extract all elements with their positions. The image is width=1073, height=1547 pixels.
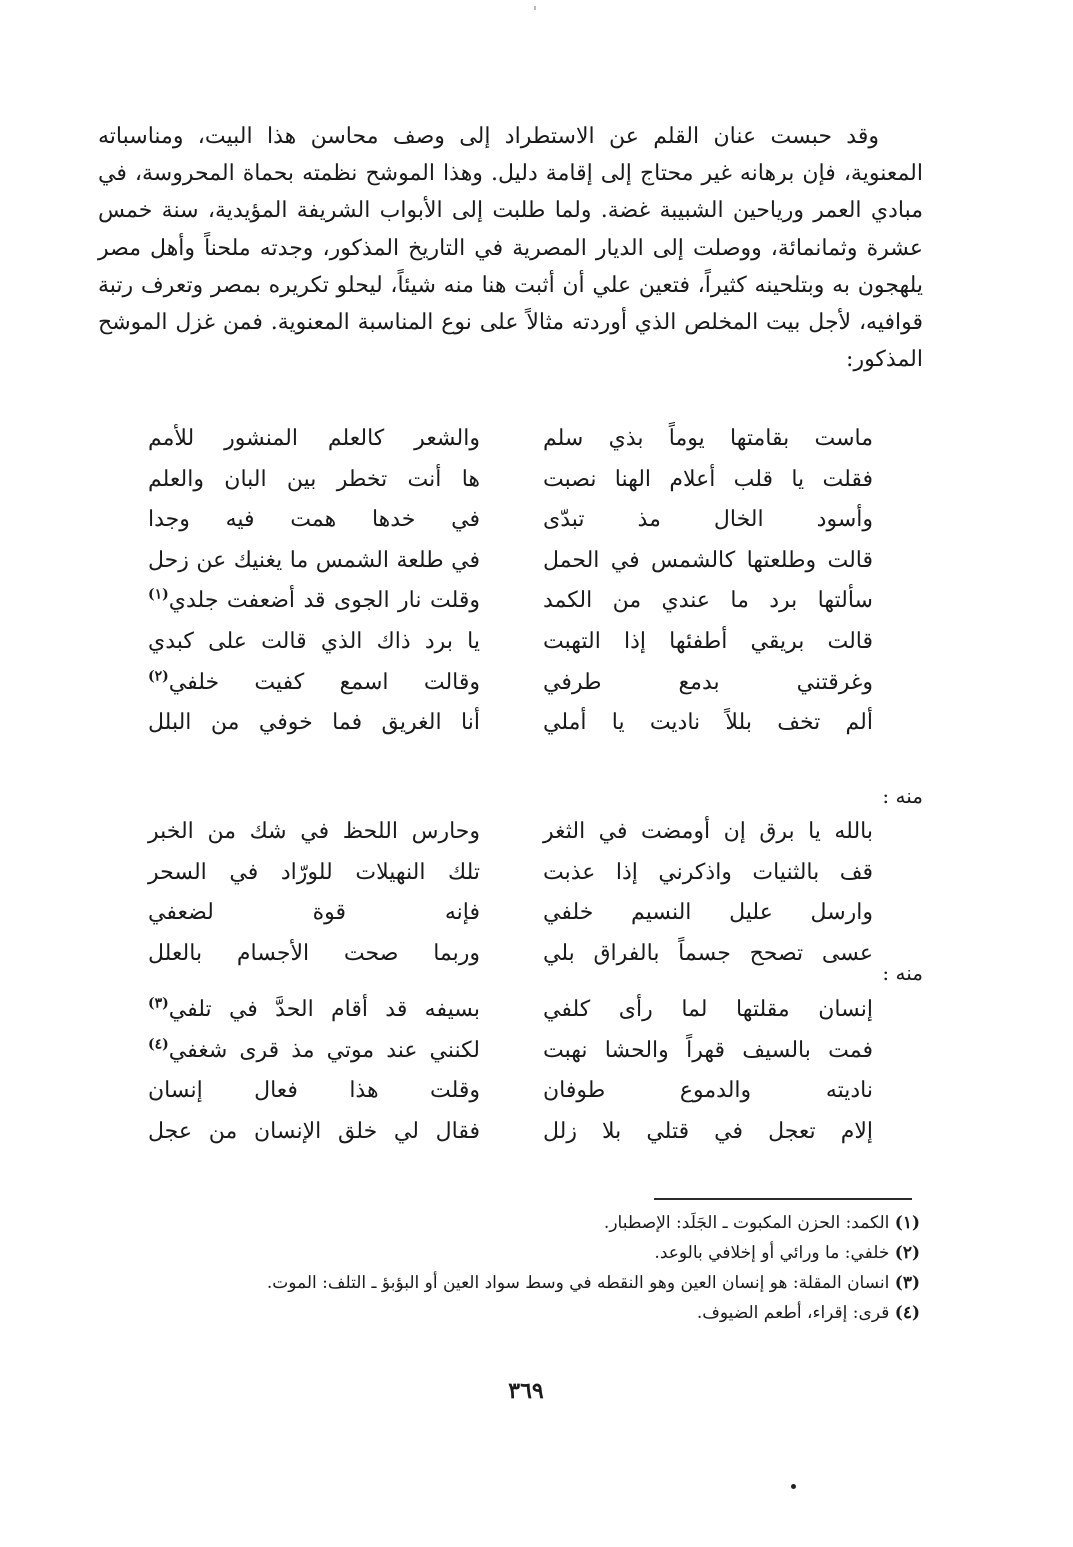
stanza-2-left-column [148,812,480,974]
verse: ألم تخف بللاً ناديت يا أملي [543,710,873,736]
stanza-1-left-column [148,419,480,744]
verse [148,622,480,663]
footnote-number: (١) [894,1213,920,1233]
verse: فقلت يا قلب أعلام الهنا نصبت [543,466,873,492]
verse-text: في خدها همت فيه وجدا [148,507,480,533]
footnote-rule [654,1198,912,1200]
verse: قالت بريقي أطفئها إذا التهبت [543,628,873,654]
verse: فمت بالسيف قهراً والحشا نهبت [543,1037,873,1063]
verse [148,1112,480,1153]
footnote-number: (٣) [894,1273,920,1293]
footnote-text: قرى: إقراء، أطعم الضيوف. [696,1303,890,1323]
verse-text: لكنني عند موتي مذ قرى شغفي [168,1037,480,1063]
footnote-text: خلفي: ما ورائي أو إخلافي بالوعد. [654,1243,890,1263]
verse: إنسان مقلتها لما رأى كلفي [543,997,873,1022]
verse: سألتها برد ما عندي من الكمد [543,588,873,614]
footnote-ref: (٤) [148,1036,169,1053]
verse: وارسل عليل النسيم خلفي [543,900,873,926]
page-number: ٣٦٩ [508,1378,544,1404]
verse-text: وربما صحت الأجسام بالعلل [148,940,480,966]
footnote-ref: (٣) [148,995,169,1012]
verse: إلام تعجل في قتلي بلا زلل [543,1118,873,1144]
stanza-1-right-column [543,419,873,744]
verse-text: والشعر كالعلم المنشور للأمم [148,426,480,451]
verse: قالت وطلعتها كالشمس في الحمل [543,547,873,573]
intro-paragraph [98,118,923,378]
verse [148,500,480,541]
verse: وأسود الخال مذ تبدّى [543,507,873,533]
stanza-3-right-column [543,990,873,1152]
footnote [160,1268,920,1298]
verse: قف بالثنيات واذكرني إذا عذبت [543,859,873,885]
verse-text: في طلعة الشمس ما يغنيك عن زحل [148,547,480,573]
verse: ناديته والدموع طوفان [543,1078,873,1104]
verse [148,581,480,622]
paragraph-text: وقد حبست عنان القلم عن الاستطراد إلى وصف محاسن هذا البيت، ومناسباته المعنوية، فإن برهانه غير محتاج إلى إقامة دليل. وهذا الموشح نظمته بحماة المحروسة، في مبادي العمر ورياحين الشبيبة غضة. ولما طلبت إلى الأبواب الشريفة المؤيدية، سنة خمس عشرة وثمانمائة، ووصلت إلى الديار المصرية في التاريخ المذكور، وجدته ملحناً وأهل مصر يلهجون به وبتلحينه كثيراً، فتعين علي أن أثبت هنا منه شيئاً، ليحلو تكريره بمصر وتعرف رتبة قوافيه، لأجل بيت المخلص الذي أوردته مثالاً على نوع المناسبة المعنوية. فمن غزل الموشح المذكور: [98,124,923,373]
verse [148,812,480,853]
footnote-number: (٤) [894,1303,920,1323]
footnote [160,1238,920,1268]
verse: وغرقتني بدمع طرفي [543,669,873,695]
footnotes [160,1208,920,1328]
verse-text: فإنه قوة لضعفي [148,900,480,926]
verse [148,853,480,894]
verse [148,990,480,1031]
footnote-text: انسان المقلة: هو إنسان العين وهو النقطه في وسط سواد العين أو البؤبؤ ـ التلف: الموت. [266,1273,890,1293]
stanza-3-label: منه : [882,961,923,985]
verse [148,663,480,704]
verse: بالله يا برق إن أومضت في الثغر [543,819,873,844]
verse: عسى تصحح جسماً بالفراق بلي [543,940,873,966]
verse [148,460,480,501]
verse [148,703,480,744]
footnote-ref: (٢) [148,668,169,685]
verse-text: وقلت نار الجوى قد أضعفت جلدي [168,588,480,614]
footnote-number: (٢) [894,1243,920,1263]
verse-text: ها أنت تخطر بين البان والعلم [148,466,480,492]
verse [148,1031,480,1072]
verse-text: أنا الغريق فما خوفي من البلل [148,710,480,736]
stanza-2-right-column [543,812,873,974]
footnote-ref: (١) [148,587,169,604]
verse [148,419,480,460]
scan-speck [791,1484,796,1489]
verse-text: فقال لي خلق الإنسان من عجل [148,1118,480,1144]
scan-speck [534,6,536,10]
stanza-2-label: منه : [882,784,923,808]
verse-text: وحارس اللحظ في شك من الخبر [148,819,480,844]
verse-text: وقلت هذا فعال إنسان [148,1078,480,1104]
footnote-text: الكمد: الحزن المكبوت ـ الجَلَد: الإصطبار. [603,1213,890,1233]
verse-text: يا برد ذاك الذي قالت على كبدي [148,628,480,654]
verse-text: بسيفه قد أقام الحدَّ في تلفي [168,997,480,1022]
footnote [160,1298,920,1328]
verse [148,541,480,582]
verse: ماست بقامتها يوماً بذي سلم [543,426,873,451]
footnote [160,1208,920,1238]
stanza-3-left-column [148,990,480,1152]
verse [148,893,480,934]
verse [148,934,480,975]
verse [148,1071,480,1112]
verse-text: وقالت اسمع كفيت خلفي [168,669,480,695]
verse-text: تلك النهيلات للورّاد في السحر [148,859,480,885]
